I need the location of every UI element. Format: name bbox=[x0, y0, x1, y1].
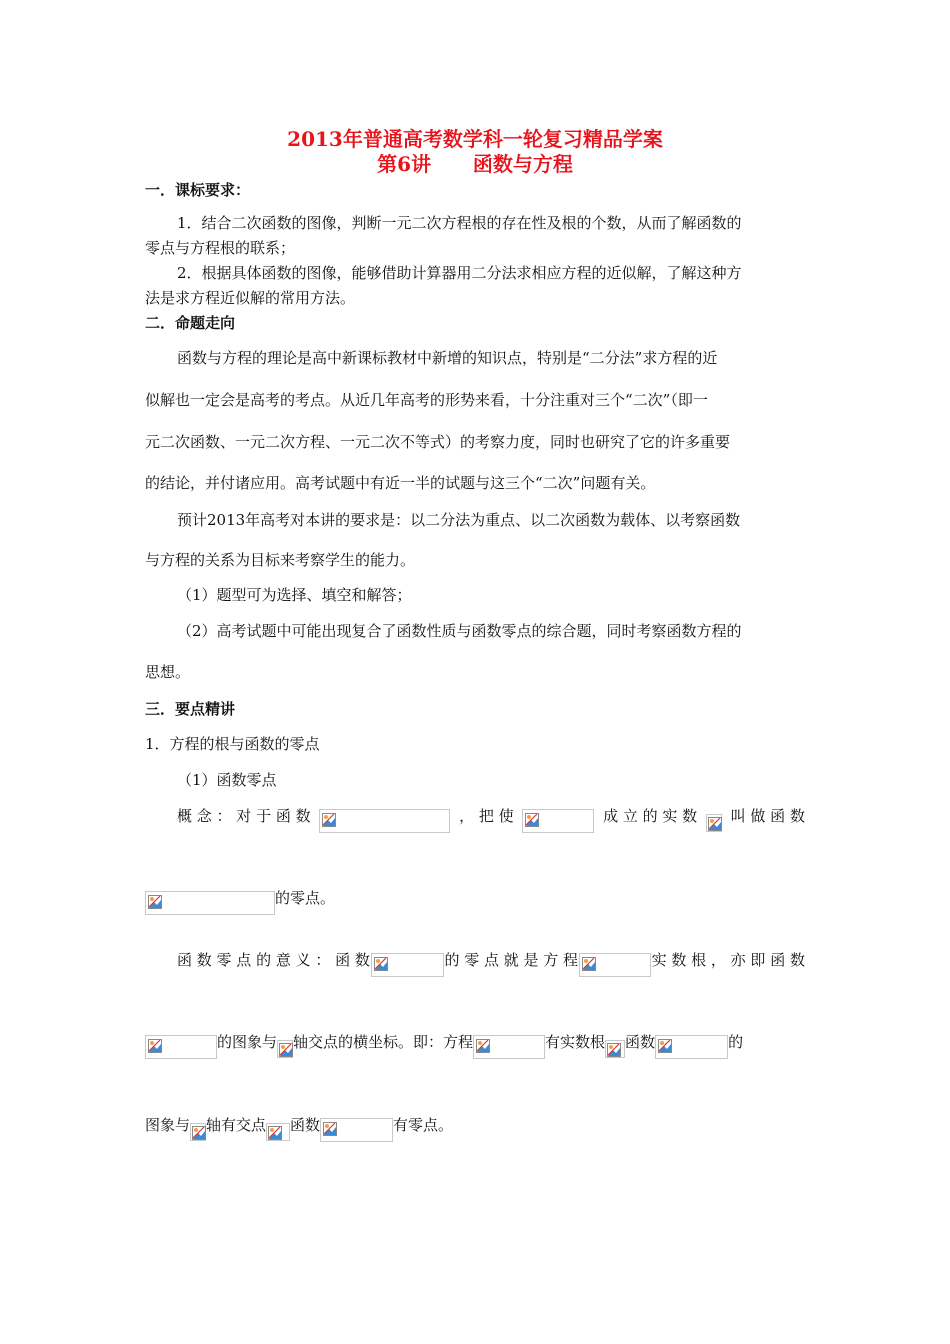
text-fragment: 函数 bbox=[625, 1033, 656, 1051]
text-fragment: 的 零 点 就 是 方 程 bbox=[444, 951, 579, 969]
paragraph-line: 法是求方程近似解的常用方法。 bbox=[145, 289, 356, 307]
broken-image-icon bbox=[320, 1118, 393, 1142]
broken-image-icon bbox=[277, 1040, 293, 1058]
lecture-title: 第6讲 函数与方程 bbox=[377, 152, 573, 176]
concept-line-2 bbox=[145, 888, 335, 915]
text-fragment: 轴有交点 bbox=[206, 1116, 267, 1134]
meaning-line-1 bbox=[177, 950, 805, 977]
paragraph-line: 函数与方程的理论是高中新课标教材中新增的知识点，特别是“二分法”求方程的近 bbox=[177, 349, 718, 367]
broken-image-icon bbox=[190, 1123, 206, 1141]
text-fragment: 函数 bbox=[290, 1116, 321, 1134]
paragraph-line: 预计2013年高考对本讲的要求是：以二分法为重点、以二次函数为载体、以考察函数 bbox=[177, 511, 741, 529]
broken-image-icon bbox=[266, 1123, 290, 1141]
section-heading-key-points: 三．要点精讲 bbox=[145, 700, 236, 718]
meaning-line-3 bbox=[145, 1115, 453, 1142]
list-item: （1）题型可为选择、填空和解答； bbox=[177, 586, 412, 604]
list-item: 思想。 bbox=[145, 663, 191, 681]
text-fragment: 的 bbox=[728, 1033, 744, 1051]
text-fragment: ， 把 使 bbox=[459, 807, 514, 825]
broken-image-icon bbox=[319, 809, 450, 833]
concept-line bbox=[177, 806, 805, 833]
text-fragment: 成 立 的 实 数 bbox=[603, 807, 698, 825]
text-fragment: 轴交点的横坐标。即：方程 bbox=[293, 1033, 474, 1051]
broken-image-icon bbox=[706, 814, 722, 832]
text-fragment: 图象与 bbox=[145, 1116, 191, 1134]
subheading: 1．方程的根与函数的零点 bbox=[145, 735, 320, 753]
paragraph-line: 与方程的关系为目标来考察学生的能力。 bbox=[145, 551, 416, 569]
broken-image-icon bbox=[605, 1040, 625, 1058]
broken-image-icon bbox=[473, 1035, 545, 1059]
text-fragment: 实 数 根 ， 亦 即 函 数 bbox=[651, 951, 805, 969]
text-fragment: 的图象与 bbox=[217, 1033, 278, 1051]
list-item: （2）高考试题中可能出现复合了函数性质与函数零点的综合题，同时考察函数方程的 bbox=[177, 622, 742, 640]
text-fragment: 叫 做 函 数 bbox=[730, 807, 805, 825]
text-fragment: 有实数根 bbox=[545, 1033, 606, 1051]
text-fragment: 概 念 ： 对 于 函 数 bbox=[177, 807, 311, 825]
section-heading-trend: 二．命题走向 bbox=[145, 314, 236, 332]
subheading: （1）函数零点 bbox=[177, 771, 277, 789]
document-title: 2013年普通高考数学科一轮复习精品学案 bbox=[287, 127, 663, 151]
broken-image-icon bbox=[371, 953, 444, 977]
paragraph-line: 零点与方程根的联系； bbox=[145, 239, 296, 257]
paragraph-line: 似解也一定会是高考的考点。从近几年高考的形势来看，十分注重对三个“二次”（即一 bbox=[145, 391, 708, 409]
text-fragment: 的零点。 bbox=[275, 889, 336, 907]
broken-image-icon bbox=[522, 809, 594, 833]
section-heading-curriculum: 一．课标要求： bbox=[145, 181, 251, 199]
broken-image-icon bbox=[655, 1035, 728, 1059]
paragraph-line: 的结论，并付诸应用。高考试题中有近一半的试题与这三个“二次”问题有关。 bbox=[145, 474, 656, 492]
paragraph-line: 2．根据具体函数的图像，能够借助计算器用二分法求相应方程的近似解，了解这种方 bbox=[177, 264, 742, 282]
broken-image-icon bbox=[145, 1035, 217, 1059]
text-fragment: 有零点。 bbox=[393, 1116, 454, 1134]
text-fragment: 函 数 零 点 的 意 义 ： 函 数 bbox=[177, 951, 370, 969]
broken-image-icon bbox=[579, 953, 651, 977]
broken-image-icon bbox=[145, 891, 275, 915]
meaning-line-2 bbox=[145, 1032, 743, 1059]
paragraph-line: 元二次函数、一元二次方程、一元二次不等式）的考察力度，同时也研究了它的许多重要 bbox=[145, 433, 731, 451]
paragraph-line: 1．结合二次函数的图像，判断一元二次方程根的存在性及根的个数，从而了解函数的 bbox=[177, 214, 742, 232]
